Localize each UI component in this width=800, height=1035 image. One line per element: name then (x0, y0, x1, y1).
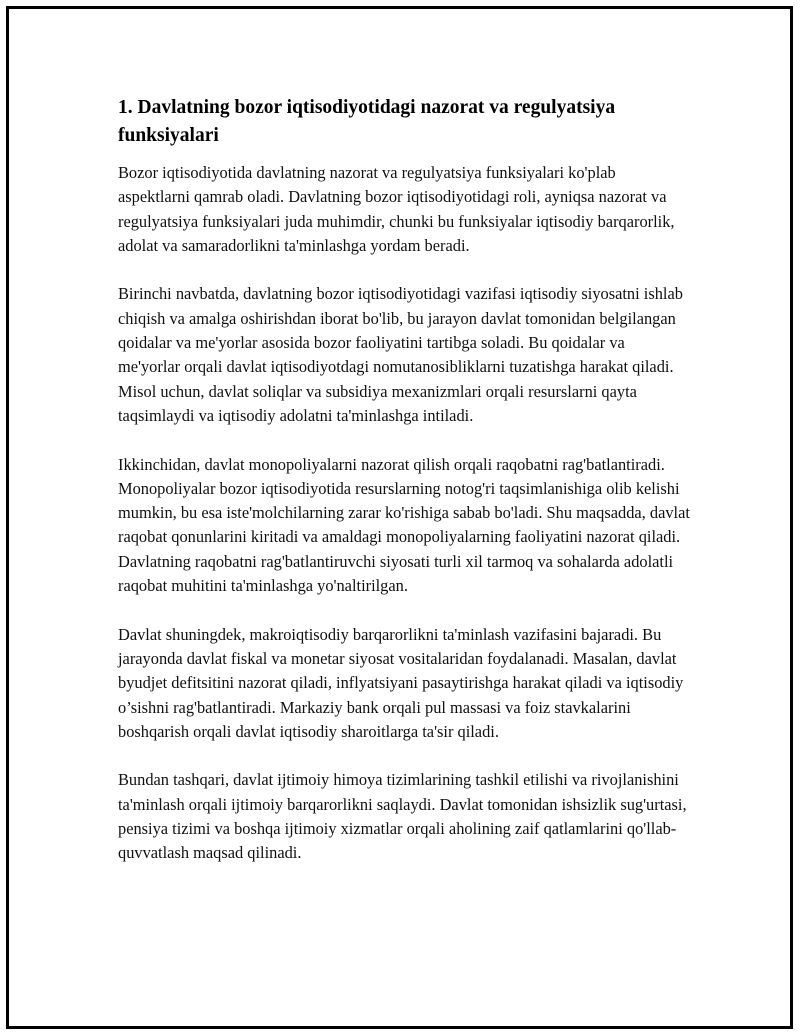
paragraph-intro: Bozor iqtisodiyotida davlatning nazorat va regulyatsiya funksiyalari ko'plab aspektlarni qamrab oladi. Davlatning bozor iqtisodiyotidagi roli, ayniqsa nazorat va regulyatsiya funksiyalari juda muhimdir, chunki bu funksiyalar iqtisodiy barqarorlik, adolat va samaradorlikni ta'minlashga yordam beradi. (118, 163, 675, 255)
paragraph-first-point: Birinchi navbatda, davlatning bozor iqtisodiyotidagi vazifasi iqtisodiy siyosatni ishlab chiqish va amalga oshirishdan iborat bo'lib, bu jarayon davlat tomonidan belgilangan qoidalar va me'yorlar asosida bozor faoliyatini tartibga soladi. Bu qoidalar va me'yorlar orqali davlat iqtisodiyotdagi nomutanosibliklarni tuzatishga harakat qiladi. Misol uchun, davlat soliqlar va subsidiya mexanizmlari orqali resurslarni qayta taqsimlaydi va iqtisodiy adolatni ta'minlashga intiladi. (118, 284, 683, 425)
paragraph-second-point: Ikkinchidan, davlat monopoliyalarni nazorat qilish orqali raqobatni rag'batlantiradi. Monopoliyalar bozor iqtisodiyotida resurslarning notog'ri taqsimlanishiga olib kelishi mumkin, bu esa iste'molchilarning zarar ko'rishiga sabab bo'ladi. Shu maqsadda, davlat raqobat qonunlarini kiritadi va amaldagi monopoliyalarning faoliyatini nazorat qiladi. Davlatning raqobatni rag'batlantiruvchi siyosati turli xil tarmoq va sohalarda adolatli raqobat muhitini ta'minlashga yo'naltirilgan. (118, 454, 690, 596)
paragraph-macro-stability: Davlat shuningdek, makroiqtisodiy barqarorlikni ta'minlash vazifasini bajaradi. Bu jarayonda davlat fiskal va monetar siyosat vositalaridan foydalanadi. Masalan, davlat byudjet defitsitini nazorat qiladi, inflyatsiyani pasaytirishga harakat qiladi va iqtisodiy o’sishni rag'batlantiradi. Markaziy bank orqali pul massasi va foiz stavkalarini boshqarish orqali davlat iqtisodiy sharoitlarga ta'sir qiladi. (118, 624, 684, 741)
paragraph-social-protection: Bundan tashqari, davlat ijtimoiy himoya tizimlarining tashkil etilishi va rivojlanishini ta'minlash orqali ijtimoiy barqarorlikni saqlaydi. Davlat tomonidan ishsizlik sug'urtasi, pensiya tizimi va boshqa ijtimoiy xizmatlar orqali aholining zaif qatlamlarini qo'llab-quvvatlash maqsad qilinadi. (118, 770, 687, 863)
section-heading: 1. Davlatning bozor iqtisodiyotidagi nazorat va regulyatsiya funksiyalari (118, 97, 616, 146)
document-body (118, 94, 690, 890)
